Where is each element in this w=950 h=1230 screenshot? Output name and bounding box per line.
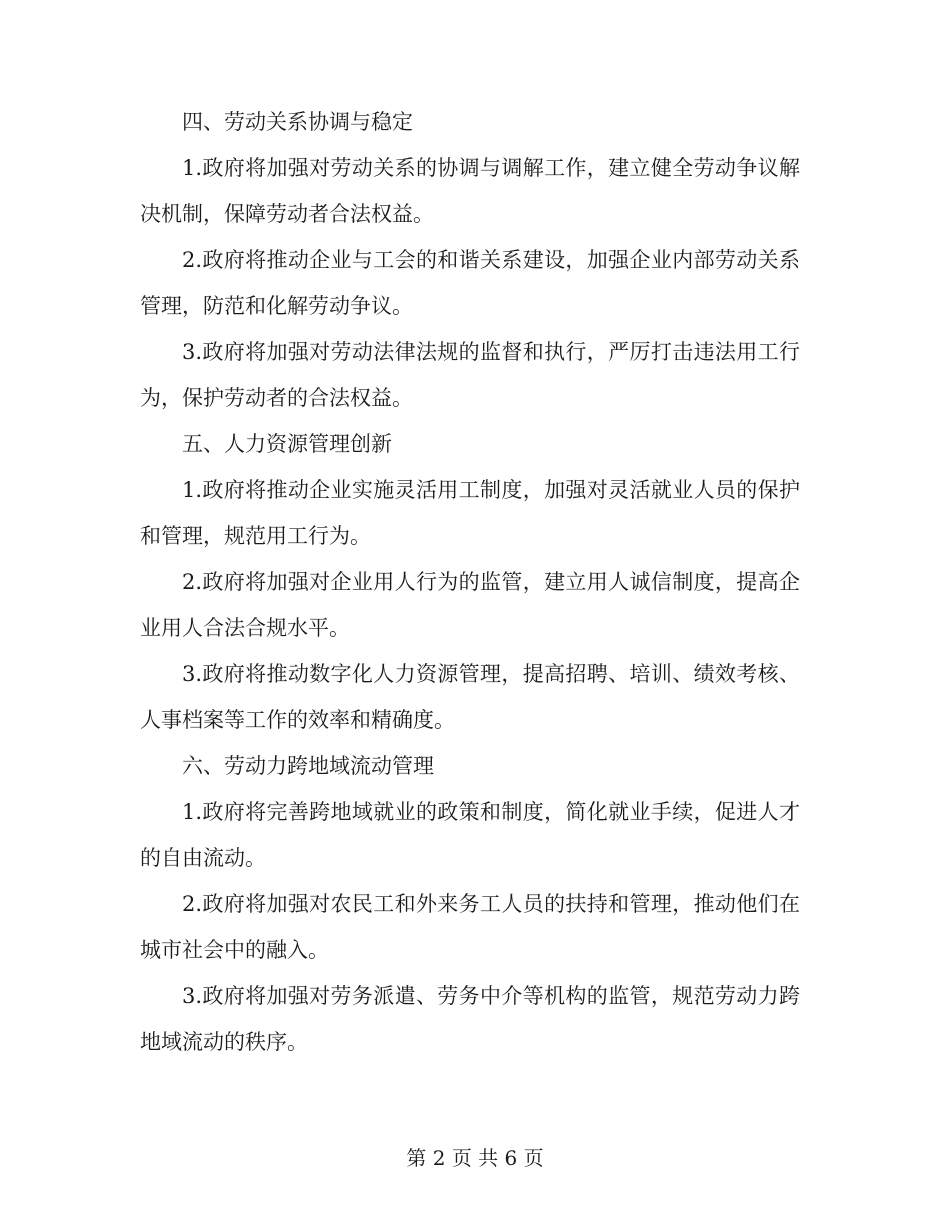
section-heading-hr-innovation: 五、人力资源管理创新 xyxy=(182,432,392,456)
page-number-footer: 第 2 页 共 6 页 xyxy=(406,1146,544,1170)
paragraph: 2.政府将推动企业与工会的和谐关系建设，加强企业内部劳动关系管理，防范和化解劳动争议。 xyxy=(140,248,800,318)
paragraph: 2.政府将加强对企业用人行为的监管，建立用人诚信制度，提高企业用人合法合规水平。 xyxy=(140,570,800,640)
document-body xyxy=(140,99,800,1065)
paragraph: 1.政府将完善跨地域就业的政策和制度，简化就业手续，促进人才的自由流动。 xyxy=(140,800,800,870)
paragraph: 3.政府将加强对劳务派遣、劳务中介等机构的监管，规范劳动力跨地域流动的秩序。 xyxy=(140,984,800,1054)
paragraph: 1.政府将加强对劳动关系的协调与调解工作，建立健全劳动争议解决机制，保障劳动者合法权益。 xyxy=(140,156,800,226)
section-heading-labor-mobility: 六、劳动力跨地域流动管理 xyxy=(182,754,434,778)
paragraph: 3.政府将加强对劳动法律法规的监督和执行，严厉打击违法用工行为，保护劳动者的合法权益。 xyxy=(140,340,800,410)
section-heading-labor-relations: 四、劳动关系协调与稳定 xyxy=(182,110,413,134)
paragraph: 3.政府将推动数字化人力资源管理，提高招聘、培训、绩效考核、人事档案等工作的效率和精确度。 xyxy=(140,662,800,732)
paragraph: 1.政府将推动企业实施灵活用工制度，加强对灵活就业人员的保护和管理，规范用工行为。 xyxy=(140,478,800,548)
paragraph: 2.政府将加强对农民工和外来务工人员的扶持和管理，推动他们在城市社会中的融入。 xyxy=(140,892,800,962)
